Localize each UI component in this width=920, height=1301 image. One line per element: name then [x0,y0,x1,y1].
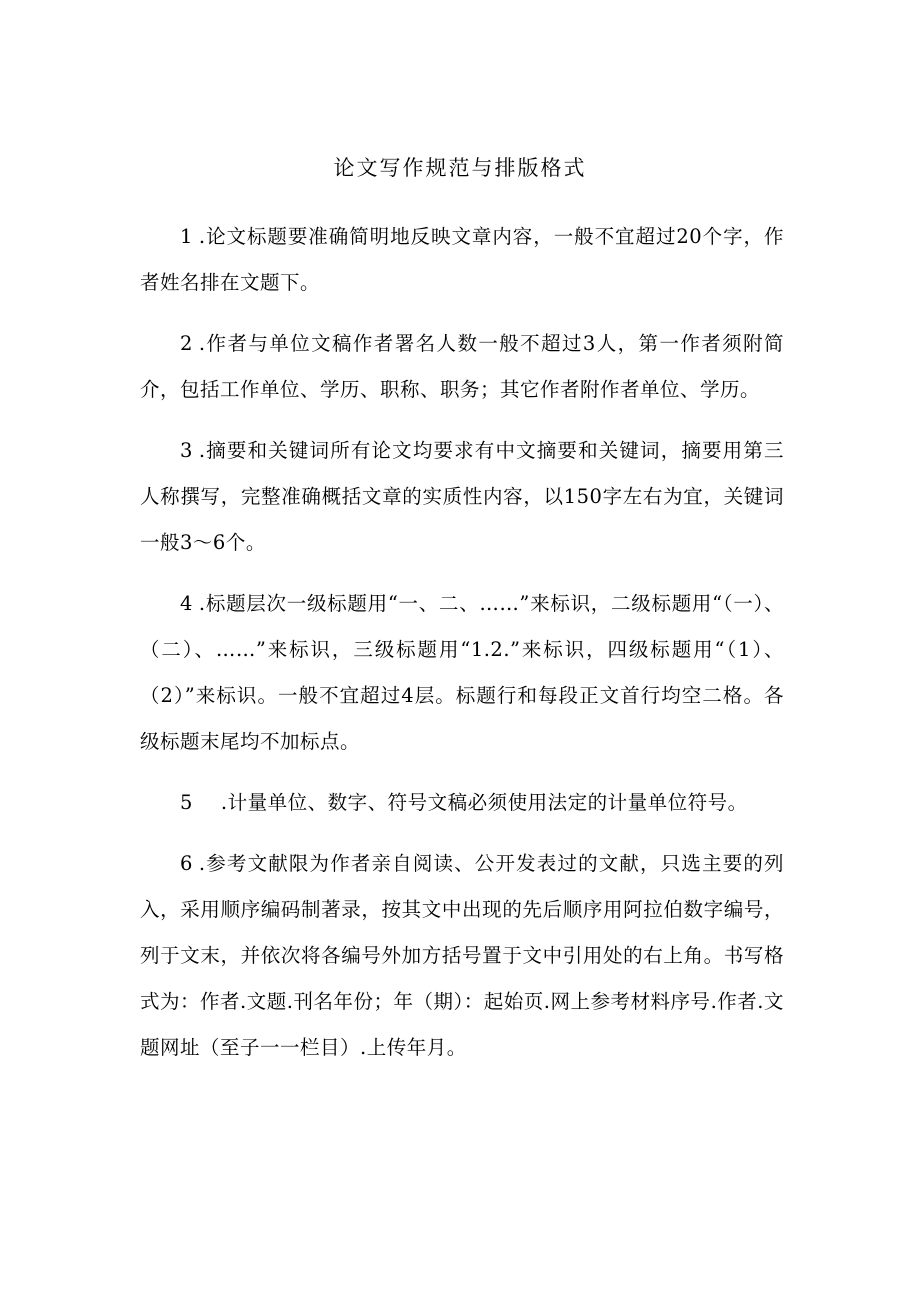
paragraph-5 [140,780,784,826]
paragraph-number: 3 [180,439,193,462]
document-body [140,214,784,1086]
paragraph-text: .论文标题要准确简明地反映文章内容，一般不宜超过20个字，作者姓名排在文题下。 [140,225,784,294]
document-title: 论文写作规范与排版格式 [333,156,587,180]
paragraph-number: 4 [180,592,193,615]
paragraph-text: .摘要和关键词所有论文均要求有中文摘要和关键词，摘要用第三人称撰写，完整准确概括文章的实质性内容，以150字左右为宜，关键词一般3～6个。 [140,439,784,554]
paragraph-text: .计量单位、数字、符号文稿必须使用法定的计量单位符号。 [220,791,748,814]
paragraph-number: 5 [180,791,193,814]
paragraph-1 [140,214,784,306]
paragraph-number: 1 [180,225,193,248]
paragraph-text: .参考文献限为作者亲自阅读、公开发表过的文献，只选主要的列入，采用顺序编码制著录，按其文中出现的先后顺序用阿拉伯数字编号，列于文末，并依次将各编号外加方括号置于文中引用处的右上角。书写格式为：作者.文题.刊名年份；年（期）：起始页.网上参考材料序号.作者.文题网址（至子一一栏目）.上传年月。 [140,852,784,1059]
paragraph-3 [140,428,784,566]
paragraph-number: 2 [180,332,193,355]
paragraph-text: .标题层次一级标题用“一、二、……”来标识，二级标题用“（一）、（二）、……”来标识，三级标题用“1.2.”来标识，四级标题用“（1）、（2）”来标识。一般不宜超过4层。标题行和每段正文首行均空二格。各级标题末尾均不加标点。 [140,592,784,753]
paragraph-number: 6 [180,852,193,875]
paragraph-2 [140,321,784,413]
paragraph-4 [140,581,784,765]
paragraph-6 [140,841,784,1071]
paragraph-text: .作者与单位文稿作者署名人数一般不超过3人，第一作者须附简介，包括工作单位、学历、职称、职务；其它作者附作者单位、学历。 [140,332,784,401]
